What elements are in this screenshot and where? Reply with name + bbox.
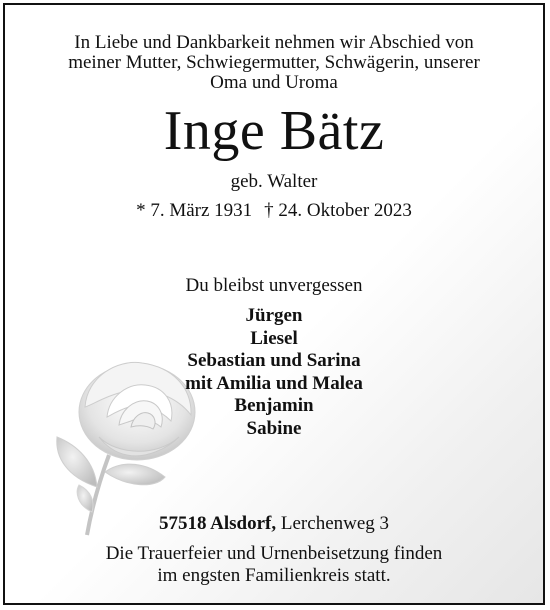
address <box>5 513 543 535</box>
intro-line: Oma und Uroma <box>210 72 338 93</box>
address-street: Lerchenweg 3 <box>280 513 390 534</box>
maiden-name: geb. Walter <box>230 171 318 192</box>
mourners-list <box>5 305 543 440</box>
address-city: 57518 Alsdorf, <box>158 513 277 534</box>
mourner: Jürgen <box>245 305 303 326</box>
obituary-frame <box>3 3 545 605</box>
mourner: Sabine <box>246 417 302 439</box>
closing-line: Die Trauerfeier und Urnenbeisetzung finden <box>105 543 443 564</box>
mourner: Benjamin <box>234 395 314 416</box>
intro-line: In Liebe und Dankbarkeit nehmen wir Abschied von <box>74 32 474 53</box>
closing-line: im engsten Familienkreis statt. <box>157 565 391 586</box>
intro-text <box>5 33 543 93</box>
mourner: mit Amilia und Malea <box>185 372 363 394</box>
mourner: Sebastian und Sarina <box>187 350 361 371</box>
birth-date: * 7. März 1931 <box>136 200 253 221</box>
death-date: † 24. Oktober 2023 <box>264 200 412 221</box>
intro-line: meiner Mutter, Schwiegermutter, Schwägerin, unserer <box>68 52 480 73</box>
mourner: Liesel <box>250 327 298 349</box>
motto: Du bleibst unvergessen <box>185 275 363 296</box>
deceased-name: Inge Bätz <box>163 100 385 162</box>
life-dates <box>5 200 543 222</box>
closing-text <box>5 543 543 587</box>
